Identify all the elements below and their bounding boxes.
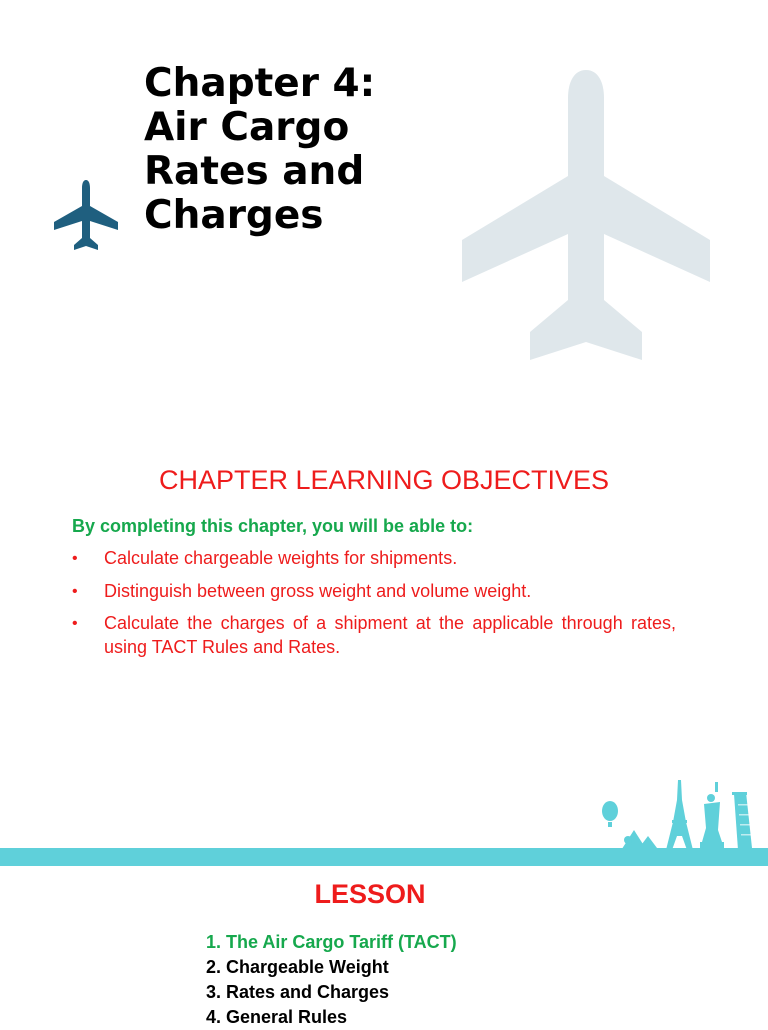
- chapter-title-line: Rates and: [144, 149, 365, 194]
- lesson-heading: LESSON: [314, 879, 426, 909]
- chapter-title-line: Charges: [144, 193, 324, 238]
- airplane-watermark-icon: [460, 68, 712, 362]
- objective-item: [72, 547, 676, 571]
- bullet: •: [72, 615, 78, 632]
- objectives-intro: By completing this chapter, you will be able to:: [72, 516, 474, 536]
- chapter-title-line: Air Cargo: [144, 105, 350, 150]
- chapter-title-line: Chapter 4:: [144, 61, 376, 106]
- lesson-item[interactable]: 1. The Air Cargo Tariff (TACT): [206, 932, 457, 952]
- lesson-item[interactable]: 2. Chargeable Weight: [206, 957, 389, 977]
- objective-text: Calculate chargeable weights for shipments.: [104, 548, 458, 568]
- bullet: •: [72, 550, 78, 567]
- objectives-list: [72, 547, 676, 668]
- world-landmarks-icon: [596, 780, 768, 852]
- lesson-list: [206, 930, 457, 1030]
- objective-item: [72, 580, 676, 604]
- objective-text: Calculate the charges of a shipment at the applicable through rates, using TACT Rules and Rates.: [104, 613, 676, 657]
- airplane-icon: [54, 180, 118, 252]
- lesson-item[interactable]: 3. Rates and Charges: [206, 982, 390, 1002]
- chapter-title: [144, 62, 444, 238]
- lesson-item[interactable]: 4. General Rules: [206, 1007, 348, 1027]
- objective-text: Distinguish between gross weight and volume weight.: [104, 580, 532, 601]
- bullet: •: [72, 582, 78, 600]
- objective-item: [72, 612, 676, 659]
- objectives-heading: CHAPTER LEARNING OBJECTIVES: [158, 465, 610, 495]
